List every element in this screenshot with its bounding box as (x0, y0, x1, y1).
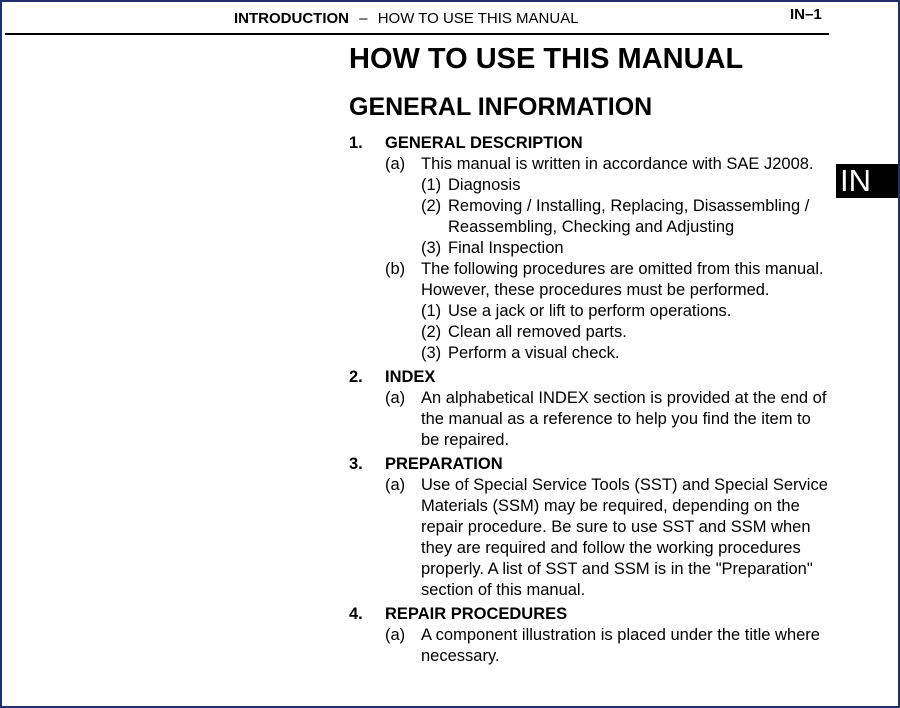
sub-item (421, 238, 829, 259)
section (349, 454, 829, 601)
page-number: IN–1 (790, 6, 822, 23)
sub-item (421, 301, 829, 322)
list-item (385, 625, 829, 667)
page-title: HOW TO USE THIS MANUAL (349, 43, 744, 75)
section-tab[interactable]: IN (836, 164, 900, 198)
section-title: REPAIR PROCEDURES (385, 605, 568, 623)
item-body (421, 259, 829, 364)
item-body (421, 388, 829, 451)
section (349, 604, 829, 667)
sub-item-number: (3) (421, 239, 442, 257)
section-title: INDEX (385, 368, 436, 386)
sub-item (421, 343, 829, 364)
list-item (385, 388, 829, 451)
item-body (421, 475, 829, 601)
section-number: 2. (349, 368, 363, 386)
list-item (385, 259, 829, 364)
list-item (385, 154, 829, 259)
section-title: GENERAL DESCRIPTION (385, 134, 583, 152)
section (349, 133, 829, 364)
header-chapter: INTRODUCTION (234, 10, 349, 27)
sub-item-text: Clean all removed parts. (448, 323, 627, 341)
item-text: Use of Special Service Tools (SST) and Special Service Materials (SSM) may be required, depending on the repair procedure. Be sure to use SST and SSM when they are required and follow the working procedures properly. A list of SST and SSM is in the "Preparation" section of this manual. (421, 476, 828, 599)
item-text: An alphabetical INDEX section is provided at the end of the manual as a reference to help you find the item to be repaired. (421, 389, 827, 449)
sub-item-text: Perform a visual check. (448, 344, 620, 362)
list-item (385, 475, 829, 601)
running-header (234, 10, 579, 27)
section (349, 367, 829, 451)
section-heading (349, 367, 829, 388)
page-subtitle: GENERAL INFORMATION (349, 93, 653, 121)
section-heading (349, 604, 829, 625)
item-body (421, 154, 829, 259)
manual-content (349, 133, 829, 670)
sub-item-text: Removing / Installing, Replacing, Disassembling / Reassembling, Checking and Adjusting (448, 197, 810, 236)
item-text: The following procedures are omitted from this manual. However, these procedures must be performed. (421, 260, 824, 299)
sub-item (421, 322, 829, 343)
section-number: 4. (349, 605, 363, 623)
item-text: This manual is written in accordance with SAE J2008. (421, 155, 814, 173)
sub-item-number: (3) (421, 344, 442, 362)
sub-item-text: Use a jack or lift to perform operations. (448, 302, 732, 320)
sub-item-text: Final Inspection (448, 239, 564, 257)
sub-item (421, 196, 829, 238)
section-heading (349, 454, 829, 475)
item-label: (a) (385, 389, 406, 407)
header-rule (5, 33, 829, 35)
section-title: PREPARATION (385, 455, 503, 473)
section-number: 1. (349, 134, 363, 152)
sub-item (421, 175, 829, 196)
sub-item-number: (1) (421, 176, 442, 194)
item-label: (a) (385, 476, 406, 494)
item-text: A component illustration is placed under the title where necessary. (421, 626, 820, 665)
sub-item-number: (1) (421, 302, 442, 320)
sub-item-text: Diagnosis (448, 176, 521, 194)
header-separator: – (359, 10, 368, 27)
item-label: (a) (385, 155, 406, 173)
item-body (421, 625, 829, 667)
item-label: (b) (385, 260, 406, 278)
section-number: 3. (349, 455, 363, 473)
sub-item-number: (2) (421, 197, 442, 215)
sub-item-number: (2) (421, 323, 442, 341)
section-heading (349, 133, 829, 154)
header-topic: HOW TO USE THIS MANUAL (377, 10, 579, 27)
item-label: (a) (385, 626, 406, 644)
